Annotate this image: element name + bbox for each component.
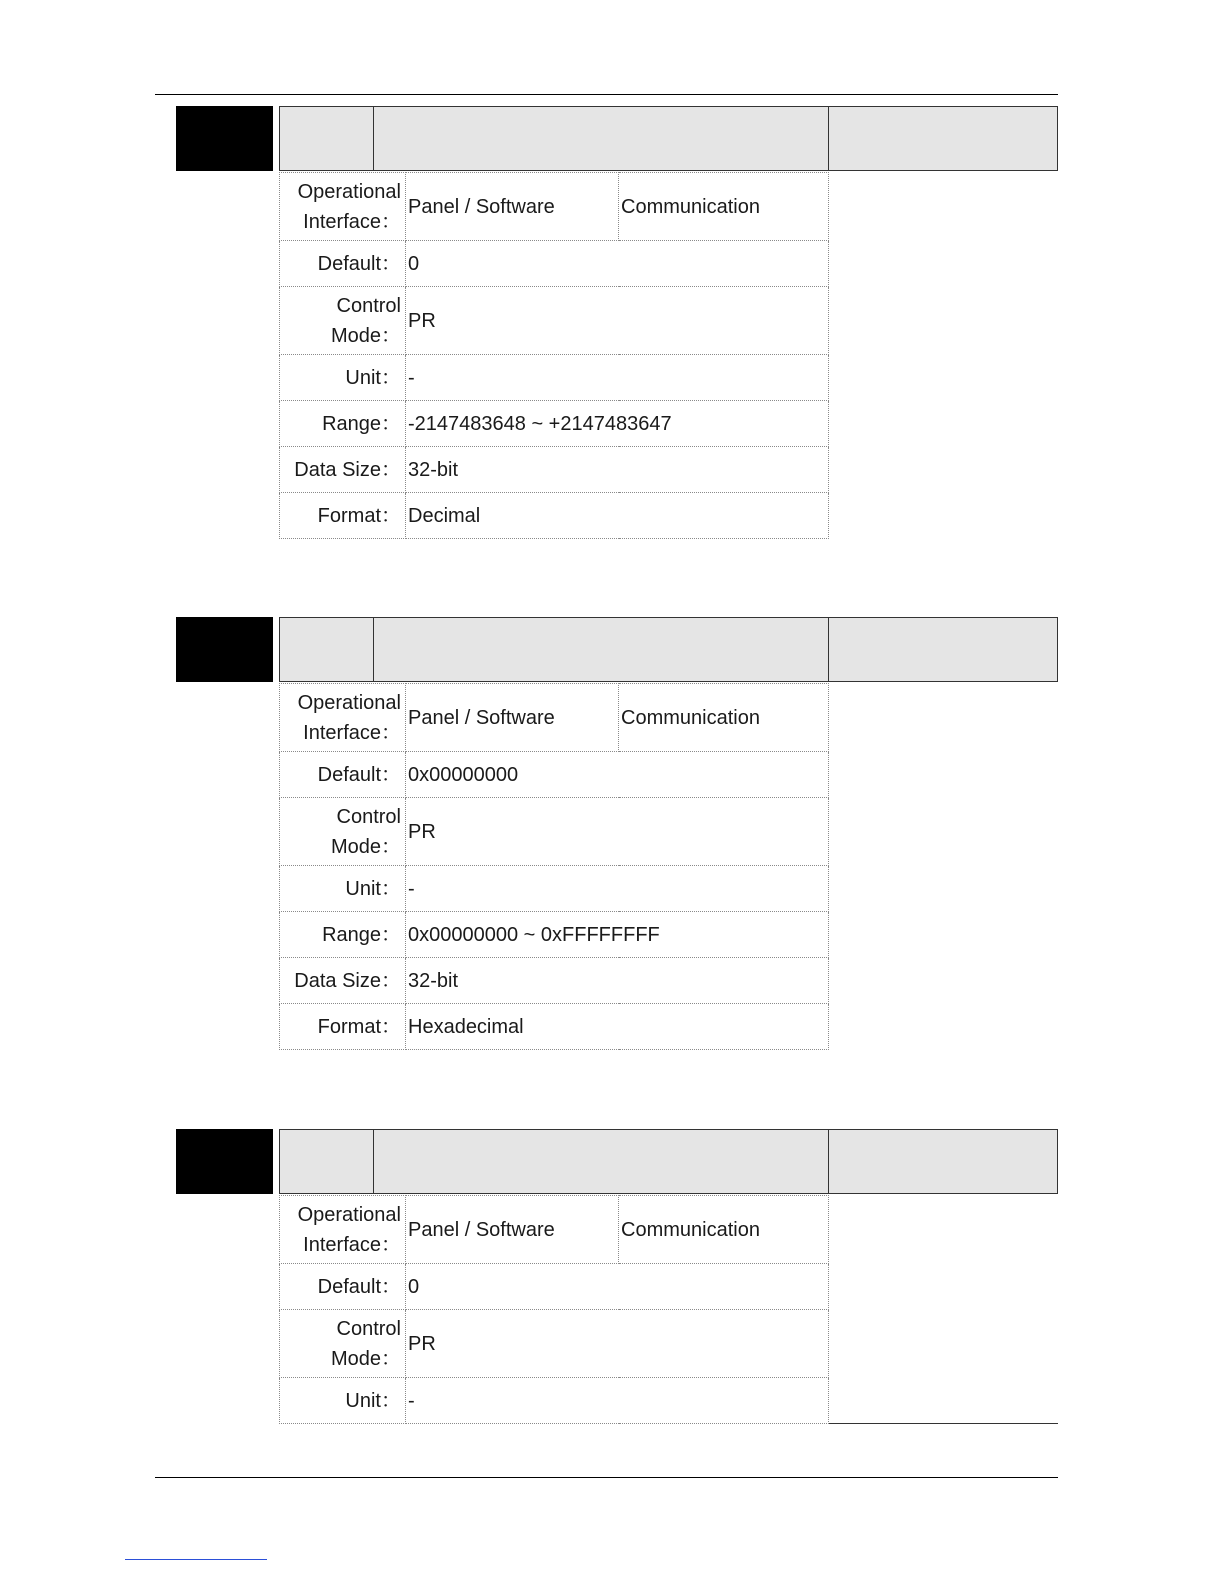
format-label: Format：: [280, 1004, 406, 1050]
unit-value: -: [406, 1378, 829, 1424]
row-unit: [280, 1378, 829, 1424]
control-mode-value: PR: [406, 798, 829, 866]
header-divider: [373, 1130, 374, 1193]
control-mode-value: PR: [406, 1310, 829, 1378]
data-size-label: Data Size：: [280, 958, 406, 1004]
parameter-id-cell: [176, 1129, 273, 1194]
row-operational-interface: [280, 173, 829, 241]
format-value: Hexadecimal: [406, 1004, 829, 1050]
row-operational-interface: [280, 684, 829, 752]
default-label: Default：: [280, 1264, 406, 1310]
default-label: Default：: [280, 752, 406, 798]
footer-rule: [155, 1477, 1058, 1478]
default-value: 0: [406, 241, 829, 287]
interface-comm-value: Communication: [619, 173, 829, 241]
interface-label: Operational Interface：: [280, 684, 406, 752]
unit-value: -: [406, 866, 829, 912]
control-mode-label: Control Mode：: [280, 798, 406, 866]
row-default: [280, 241, 829, 287]
parameter-header-row: [279, 617, 1058, 682]
attribute-table: [279, 683, 829, 1050]
interface-label: Operational Interface：: [280, 173, 406, 241]
row-range: [280, 401, 829, 447]
control-mode-label: Control Mode：: [280, 287, 406, 355]
row-control-mode: [280, 1310, 829, 1378]
description-end-line: [829, 1423, 1058, 1424]
interface-panel-value: Panel / Software: [406, 173, 619, 241]
range-value: 0x00000000 ~ 0xFFFFFFFF: [406, 912, 829, 958]
interface-comm-value: Communication: [619, 684, 829, 752]
interface-label: Operational Interface：: [280, 1196, 406, 1264]
range-value: -2147483648 ~ +2147483647: [406, 401, 829, 447]
row-data-size: [280, 447, 829, 493]
parameter-header-row: [279, 106, 1058, 171]
row-default: [280, 1264, 829, 1310]
unit-label: Unit：: [280, 866, 406, 912]
row-operational-interface: [280, 1196, 829, 1264]
header-divider: [828, 1130, 829, 1193]
row-unit: [280, 866, 829, 912]
row-data-size: [280, 958, 829, 1004]
control-mode-value: PR: [406, 287, 829, 355]
header-divider: [828, 107, 829, 170]
row-range: [280, 912, 829, 958]
interface-comm-value: Communication: [619, 1196, 829, 1264]
unit-label: Unit：: [280, 1378, 406, 1424]
parameter-header-row: [279, 1129, 1058, 1194]
interface-panel-value: Panel / Software: [406, 684, 619, 752]
header-divider: [373, 618, 374, 681]
attribute-table: [279, 172, 829, 539]
interface-panel-value: Panel / Software: [406, 1196, 619, 1264]
footer-link-underline: [125, 1559, 267, 1560]
default-label: Default：: [280, 241, 406, 287]
default-value: 0x00000000: [406, 752, 829, 798]
range-label: Range：: [280, 912, 406, 958]
row-format: [280, 1004, 829, 1050]
data-size-label: Data Size：: [280, 447, 406, 493]
format-value: Decimal: [406, 493, 829, 539]
data-size-value: 32-bit: [406, 958, 829, 1004]
row-control-mode: [280, 798, 829, 866]
row-format: [280, 493, 829, 539]
data-size-value: 32-bit: [406, 447, 829, 493]
range-label: Range：: [280, 401, 406, 447]
attribute-table: [279, 1195, 829, 1424]
header-divider: [828, 618, 829, 681]
parameter-id-cell: [176, 617, 273, 682]
unit-value: -: [406, 355, 829, 401]
header-divider: [373, 107, 374, 170]
default-value: 0: [406, 1264, 829, 1310]
row-default: [280, 752, 829, 798]
header-rule: [155, 94, 1058, 95]
format-label: Format：: [280, 493, 406, 539]
parameter-id-cell: [176, 106, 273, 171]
control-mode-label: Control Mode：: [280, 1310, 406, 1378]
unit-label: Unit：: [280, 355, 406, 401]
row-unit: [280, 355, 829, 401]
row-control-mode: [280, 287, 829, 355]
